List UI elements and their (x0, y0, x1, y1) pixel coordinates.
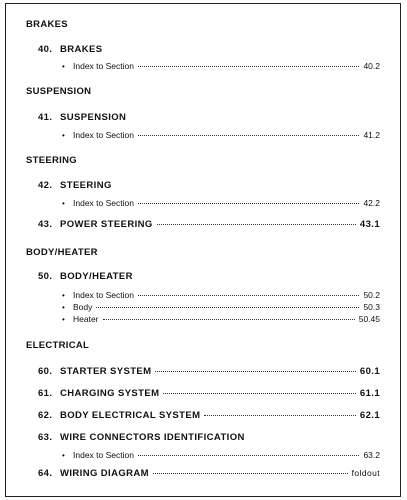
page-number: 62.1 (359, 410, 380, 421)
index-entry-50 (62, 290, 380, 300)
index-entry-body (62, 302, 380, 312)
bullet: • (62, 315, 65, 324)
chapter-title: WIRING DIAGRAM (60, 468, 149, 479)
chapter-number: 64. (38, 468, 53, 479)
page-number: 50.3 (363, 302, 380, 312)
chapter-60 (38, 366, 380, 377)
chapter-40 (38, 44, 380, 55)
chapter-number: 50. (38, 271, 53, 282)
entry-label: Index to Section (73, 198, 134, 208)
chapter-number: 63. (38, 432, 53, 443)
chapter-number: 42. (38, 180, 53, 191)
dot-leader (157, 224, 356, 225)
chapter-number: 40. (38, 44, 53, 55)
dot-leader (96, 307, 359, 308)
index-entry-41 (62, 130, 380, 140)
dot-leader (138, 66, 359, 67)
page-number: 40.2 (363, 61, 380, 71)
bullet: • (62, 303, 65, 312)
chapter-42 (38, 180, 380, 191)
section-heading-electrical: ELECTRICAL (26, 340, 90, 351)
page-number: 61.1 (359, 388, 380, 399)
entry-label: Heater (73, 314, 99, 324)
bullet: • (62, 131, 65, 140)
chapter-41 (38, 112, 380, 123)
entry-label: Body (73, 302, 93, 312)
page-number: 41.2 (363, 130, 380, 140)
index-entry-42 (62, 198, 380, 208)
index-entry-heater (62, 314, 380, 324)
page-number: 50.2 (363, 290, 380, 300)
page-number: 43.1 (359, 219, 380, 230)
dot-leader (103, 319, 355, 320)
chapter-title: STEERING (60, 180, 112, 191)
chapter-number: 61. (38, 388, 53, 399)
dot-leader (204, 415, 355, 416)
dot-leader (153, 473, 348, 474)
chapter-title: STARTER SYSTEM (60, 366, 152, 377)
chapter-50 (38, 271, 380, 282)
chapter-64 (38, 468, 380, 479)
entry-label: Index to Section (73, 61, 134, 71)
chapter-title: BODY/HEATER (60, 271, 133, 282)
bullet: • (62, 291, 65, 300)
bullet: • (62, 199, 65, 208)
page-number: 63.2 (363, 450, 380, 460)
dot-leader (155, 371, 355, 372)
chapter-63 (38, 432, 380, 443)
chapter-number: 60. (38, 366, 53, 377)
page-number: 42.2 (363, 198, 380, 208)
bullet: • (62, 62, 65, 71)
dot-leader (138, 295, 359, 296)
section-heading-body-heater: BODY/HEATER (26, 247, 98, 258)
section-heading-suspension: SUSPENSION (26, 86, 92, 97)
chapter-62 (38, 410, 380, 421)
dot-leader (138, 135, 359, 136)
chapter-number: 43. (38, 219, 53, 230)
bullet: • (62, 451, 65, 460)
chapter-title: SUSPENSION (60, 112, 127, 123)
chapter-43 (38, 219, 380, 230)
chapter-title: BRAKES (60, 44, 103, 55)
chapter-number: 41. (38, 112, 53, 123)
chapter-title: POWER STEERING (60, 219, 153, 230)
chapter-title: WIRE CONNECTORS IDENTIFICATION (60, 432, 245, 443)
section-heading-steering: STEERING (26, 155, 77, 166)
dot-leader (138, 203, 359, 204)
dot-leader (163, 393, 355, 394)
contents-page (5, 3, 401, 497)
dot-leader (138, 455, 359, 456)
entry-label: Index to Section (73, 130, 134, 140)
chapter-title: CHARGING SYSTEM (60, 388, 160, 399)
page-number: 50.45 (358, 314, 380, 324)
chapter-number: 62. (38, 410, 53, 421)
chapter-61 (38, 388, 380, 399)
page-number: 60.1 (359, 366, 380, 377)
index-entry-40 (62, 61, 380, 71)
page-number: foldout (351, 468, 380, 478)
section-heading-brakes: BRAKES (26, 19, 68, 30)
chapter-title: BODY ELECTRICAL SYSTEM (60, 410, 201, 421)
entry-label: Index to Section (73, 450, 134, 460)
entry-label: Index to Section (73, 290, 134, 300)
index-entry-63 (62, 450, 380, 460)
